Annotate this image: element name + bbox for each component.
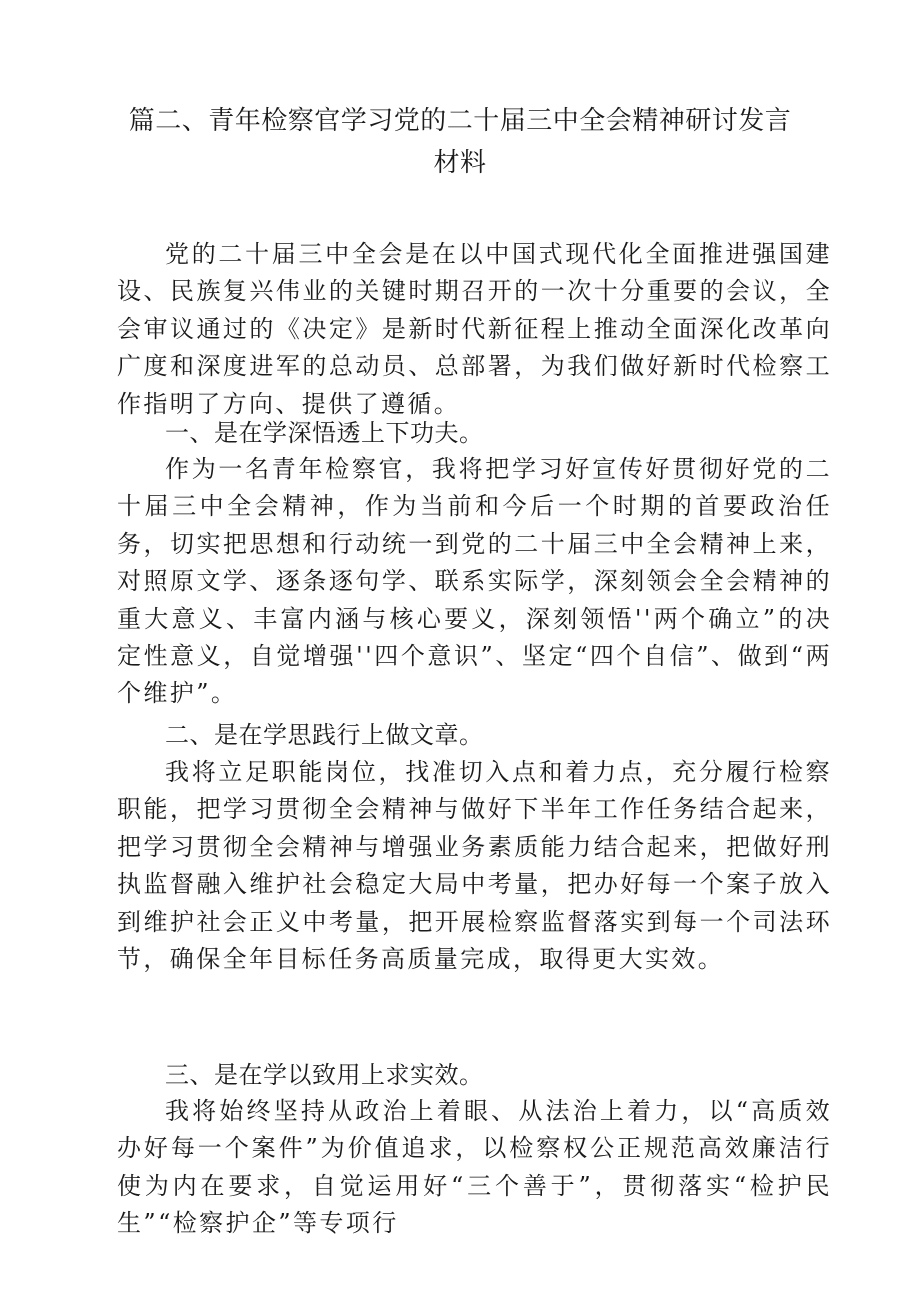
section-2-paragraph: 我将立足职能岗位，找准切入点和着力点，充分履行检察职能，把学习贯彻全会精神与做好下半年工作任务结合起来，把学习贯彻全会精神与增强业务素质能力结合起来，把做好刑执监督融入维护社会稳定大局中考量，把办好每一个案子放入到维护社会正义中考量，把开展检察监督落实到每一个司法环节，确保全年目标任务高质量完成，取得更大实效。 (117, 758, 832, 974)
section-heading-3: 三、是在学以致用上求实效。 (165, 1061, 484, 1089)
intro-paragraph: 党的二十届三中全会是在以中国式现代化全面推进强国建设、民族复兴伟业的关键时期召开的一次十分重要的会议，全会审议通过的《决定》是新时代新征程上推动全面深化改革向广度和深度进军的总动员、总部署，为我们做好新时代检察工作指明了方向、提供了遵循。 (117, 240, 832, 418)
section-3-paragraph: 我将始终坚持从政治上着眼、从法治上着力，以“高质效办好每一个案件”为价值追求，以检察权公正规范高效廉洁行使为内在要求，自觉运用好“三个善于”，贯彻落实“检护民生”“检察护企”等专项行 (117, 1097, 832, 1238)
section-heading-2: 二、是在学思践行上做文章。 (165, 721, 484, 749)
document-title-line-1: 篇二、青年检察官学习党的二十届三中全会精神研讨发言 (128, 106, 792, 136)
section-heading-1: 一、是在学深悟透上下功夫。 (165, 419, 484, 447)
section-1-paragraph: 作为一名青年检察官，我将把学习好宣传好贯彻好党的二十届三中全会精神，作为当前和今后一个时期的首要政治任务，切实把思想和行动统一到党的二十届三中全会精神上来，对照原文学、逐条逐句学、联系实际学，深刻领会全会精神的重大意义、丰富内涵与核心要义，深刻领悟''两个确立”的决定性意义，自觉增强''四个意识”、坚定“四个自信”、做到“两个维护”。 (117, 455, 832, 708)
document-title-line-2: 材料 (433, 148, 487, 178)
